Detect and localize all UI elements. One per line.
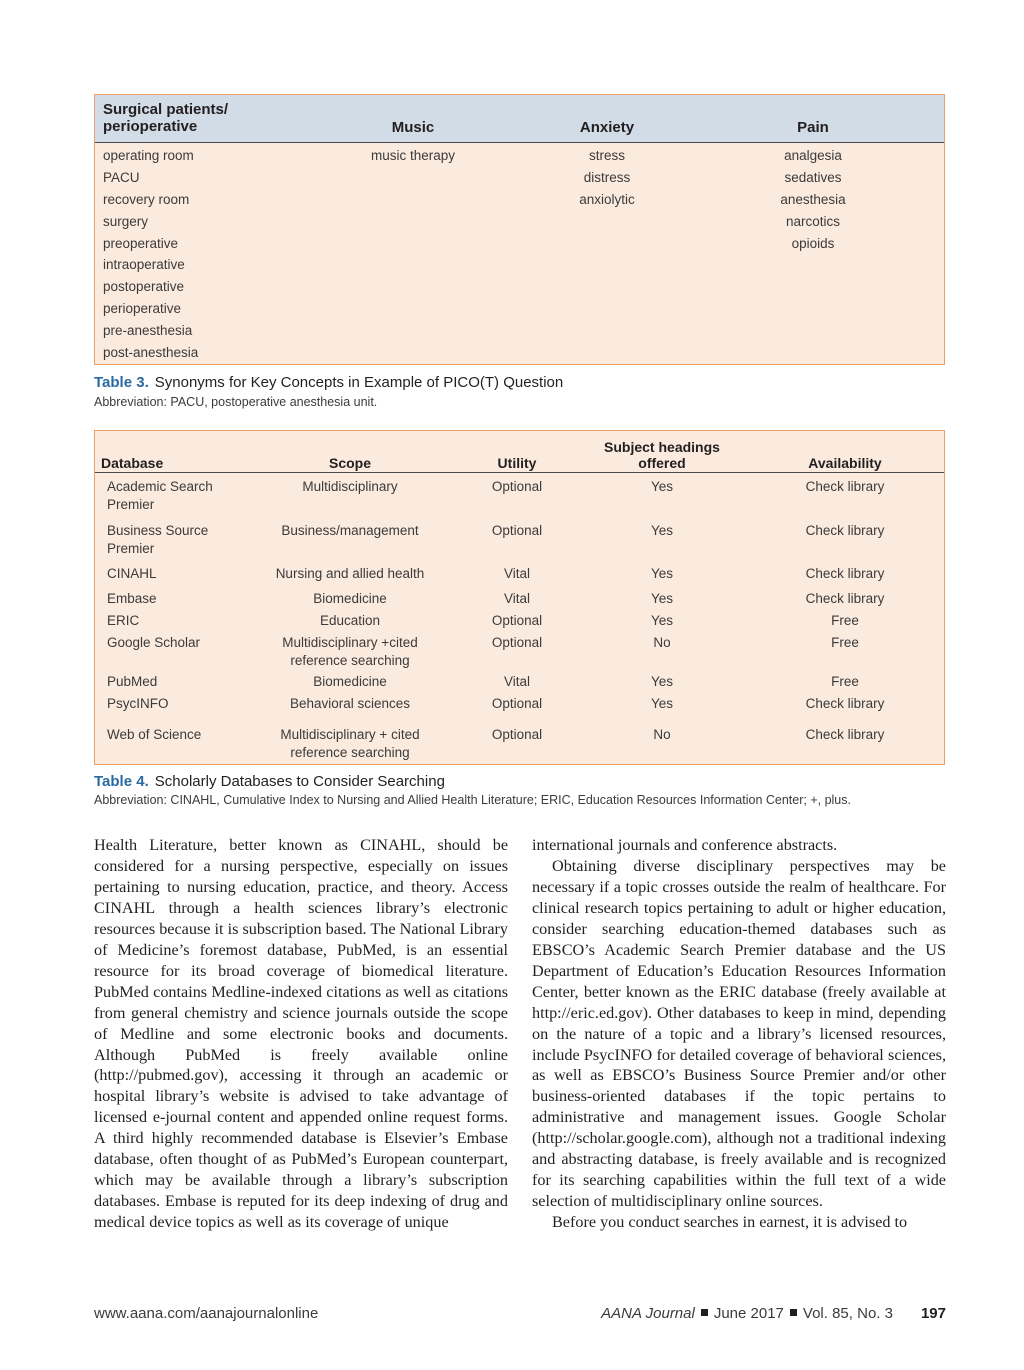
table-4-header-utility: Utility <box>497 455 537 471</box>
table-4-cell-subject: Yes <box>650 523 674 538</box>
table-4-cell-database: Academic Search Premier <box>107 479 213 512</box>
table-4-cell-database: PsycINFO <box>107 696 169 711</box>
table-3-cell-population: surgery <box>103 213 149 229</box>
table-4-cell-availability: Check library <box>805 591 885 606</box>
table-4-cell-database: CINAHL <box>107 566 157 581</box>
body-column-right <box>532 835 946 1233</box>
table-4-header-database: Database <box>101 455 164 471</box>
table-4-cell-availability: Free <box>831 613 859 628</box>
table-4-cell-scope: Business/management <box>281 523 419 538</box>
table-4-caption-number: Table 4. <box>94 773 149 790</box>
body-paragraph: Obtaining diverse disciplinary perspectives may be necessary if a topic crosses outside the realm of healthcare. For clinical research topics pertaining to adult or higher education, consider searching education-themed databases such as EBSCO’s Academic Search Premier database and the US Department of Education’s Education Resources Information Center, better known as the ERIC database (freely available at http://eric.ed.gov). Other databases to keep in mind, depending on the nature of a topic and a library’s licensed resources, include PsycINFO for detailed coverage of behavioral sciences, as well as EBSCO’s Business Source Premier and/or other business-oriented databases if the topic pertains to administrative and management issues. Google Scholar (http://scholar.google.com), although not a traditional indexing and abstracting database, is freely available and is recognized for its searching capabilities within the full text of a wide selection of multidisciplinary online sources. <box>532 856 946 1211</box>
table-3-cell-population: post-anesthesia <box>103 345 199 361</box>
table-4-cell-database: ERIC <box>107 613 140 628</box>
table-3-cell-population: intraoperative <box>103 257 185 273</box>
table-4-cell-availability: Free <box>831 635 859 650</box>
table-3-abbreviation: Abbreviation: PACU, postoperative anesthesia unit. <box>94 395 378 409</box>
table-4-cell-database: Business Source Premier <box>107 523 209 556</box>
table-4-cell-database: Embase <box>107 591 157 606</box>
table-3-cell-anxiety: distress <box>583 169 631 185</box>
table-3-cell-population: pre-anesthesia <box>103 323 193 339</box>
table-3-cell-music: music therapy <box>370 148 456 163</box>
table-4-header-scope: Scope <box>328 455 371 471</box>
table-3-cell-pain: analgesia <box>784 148 842 163</box>
table-3-cell-population: recovery room <box>103 191 190 207</box>
table-4-cell-scope: Nursing and allied health <box>275 566 425 581</box>
table-4-cell-database: Google Scholar <box>107 635 201 650</box>
table-4-cell-scope: Multidisciplinary <box>302 479 398 494</box>
table-4-cell-subject: Yes <box>650 591 674 606</box>
table-4-cell-utility: Vital <box>503 674 531 689</box>
table-4-cell-utility: Vital <box>503 566 531 581</box>
table-3-caption-text: Synonyms for Key Concepts in Example of PICO(T) Question <box>154 374 564 391</box>
table-3 <box>94 94 945 365</box>
body-paragraph: Health Literature, better known as CINAHL, should be considered for a nursing perspective, especially on issues pertaining to nursing education, practice, and theory. Access CINAHL through a health sciences library’s electronic resources because it is subscription based. The National Library of Medicine’s foremost database, PubMed, is an essential resource for its broad coverage of biomedical literature. PubMed contains Medline-indexed citations as well as citations from general chemistry and science journals outside the scope of Medline and some electronic books and documents. Although PubMed is freely available online (http://pubmed.gov), accessing it through an academic or hospital library’s website is advised to take advantage of licensed e-journal content and appended online request forms. A third highly recommended database is Elsevier’s Embase database, often thought of as PubMed’s European counterpart, which may be available through a library’s subscription databases. Embase is reputed for its deep indexing of drug and medical device topics as well as its coverage of unique <box>94 836 508 1232</box>
table-3-caption <box>94 374 563 391</box>
table-3-header-pain: Pain <box>797 119 829 136</box>
table-4-cell-subject: No <box>653 727 671 742</box>
footer-date: June 2017 <box>713 1305 784 1322</box>
bullet-square-icon <box>701 1309 708 1316</box>
table-4-cell-subject: Yes <box>650 613 674 628</box>
table-4-cell-availability: Check library <box>805 523 885 538</box>
table-3-column-anxiety <box>507 145 707 211</box>
table-4-cell-subject: Yes <box>650 674 674 689</box>
footer-url: www.aana.com/aanajournalonline <box>94 1305 319 1322</box>
table-3-cell-population: postoperative <box>103 279 185 295</box>
table-3-cell-population: operating room <box>103 148 194 163</box>
table-3-header <box>95 95 944 143</box>
table-4-cell-database: PubMed <box>107 674 158 689</box>
table-3-cell-pain: sedatives <box>784 169 842 185</box>
table-4-cell-utility: Optional <box>491 479 543 494</box>
table-3-cell-population: preoperative <box>103 235 179 251</box>
table-3-header-music: Music <box>391 119 435 136</box>
table-4-cell-utility: Optional <box>491 727 543 742</box>
table-4-cell-availability: Free <box>831 674 859 689</box>
table-4-cell-utility: Optional <box>491 696 543 711</box>
body-paragraph: international journals and conference abstracts. <box>532 836 838 854</box>
table-3-cell-anxiety: anxiolytic <box>579 191 635 207</box>
table-3-cell-anxiety: stress <box>588 148 625 163</box>
footer-journal: AANA Journal <box>601 1305 695 1322</box>
table-4-caption <box>94 773 445 790</box>
table-4-cell-subject: Yes <box>650 566 674 581</box>
page-number: 197 <box>920 1305 946 1322</box>
table-4-cell-utility: Optional <box>491 613 543 628</box>
body-paragraph: Before you conduct searches in earnest, it is advised to <box>552 1213 908 1232</box>
table-3-caption-number: Table 3. <box>94 374 149 391</box>
table-4-cell-subject: No <box>653 635 671 650</box>
footer-citation <box>601 1305 946 1322</box>
table-3-column-pain <box>713 145 913 254</box>
table-3-header-anxiety: Anxiety <box>579 119 635 136</box>
table-4-cell-subject: Yes <box>650 479 674 494</box>
table-3-header-population: Surgical patients/ perioperative <box>103 101 229 135</box>
table-4-cell-utility: Optional <box>491 635 543 650</box>
table-4-abbreviation: Abbreviation: CINAHL, Cumulative Index to Nursing and Allied Health Literature; ERIC, Education Resources Information Center; +, plus. <box>94 793 851 807</box>
table-3-cell-population: PACU <box>103 169 140 185</box>
table-4 <box>94 430 945 765</box>
table-3-column-population <box>103 145 198 364</box>
table-4-cell-scope: Education <box>319 613 381 628</box>
table-4-cell-scope: Behavioral sciences <box>289 696 411 711</box>
table-4-cell-database: Web of Science <box>107 727 202 742</box>
table-3-cell-population: perioperative <box>103 301 182 317</box>
table-4-cell-scope: Multidisciplinary + cited reference searching <box>280 727 420 760</box>
table-3-cell-pain: opioids <box>791 235 835 251</box>
bullet-square-icon <box>790 1309 797 1316</box>
table-4-caption-text: Scholarly Databases to Consider Searching <box>154 773 445 790</box>
table-4-cell-utility: Vital <box>503 591 531 606</box>
table-4-cell-utility: Optional <box>491 523 543 538</box>
table-4-cell-scope: Biomedicine <box>313 591 387 606</box>
footer-volume: Vol. 85, No. 3 <box>802 1305 893 1322</box>
table-3-column-music <box>313 145 513 167</box>
table-4-cell-scope: Multidisciplinary +cited reference searching <box>282 635 418 668</box>
table-4-cell-availability: Check library <box>805 479 885 494</box>
table-4-cell-subject: Yes <box>650 696 674 711</box>
table-4-cell-availability: Check library <box>805 727 885 742</box>
table-3-cell-pain: narcotics <box>785 213 841 229</box>
table-4-header-availability: Availability <box>808 455 882 471</box>
body-column-left <box>94 835 508 1233</box>
table-4-header <box>95 431 944 473</box>
table-4-cell-availability: Check library <box>805 696 885 711</box>
table-4-cell-scope: Biomedicine <box>313 674 387 689</box>
table-3-cell-pain: anesthesia <box>780 191 846 207</box>
table-4-header-subject-headings: Subject headings offered <box>604 439 720 471</box>
table-4-cell-availability: Check library <box>805 566 885 581</box>
